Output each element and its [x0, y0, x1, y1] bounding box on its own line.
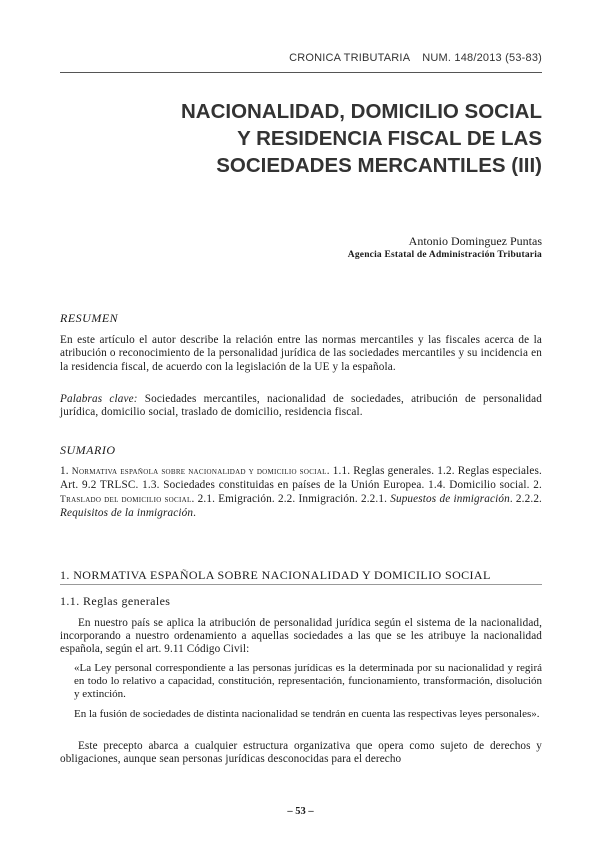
sumario-part: . 2.2.2. [509, 492, 543, 505]
sumario-part: . [193, 507, 197, 520]
sumario-part: 1. [60, 465, 72, 477]
journal-name: CRONICA TRIBUTARIA [289, 52, 411, 64]
sumario-part: . 1.1. Reglas generales. 1.2. Reglas especiales. Art. 9.2 TRLSC. 1.3. Sociedades constituidas en países de la Unión Europea. 1.4. Domicilio social. 2. [60, 465, 542, 492]
issue-number: NUM. 148/2013 (53-83) [422, 52, 542, 64]
sumario-smallcaps: Normativa española sobre nacionalidad y domicilio social [71, 467, 327, 477]
title-line: SOCIEDADES MERCANTILES (III) [216, 154, 542, 177]
author-affiliation: Agencia Estatal de Administración Tributaria [347, 250, 542, 260]
keywords-label: Palabras clave: [60, 393, 138, 405]
quote-paragraph: En la fusión de sociedades de distinta nacionalidad se tendrán en cuenta las respectivas leyes personales». [74, 708, 540, 720]
sumario-label: SUMARIO [60, 443, 116, 457]
page-number: – 53 – [287, 806, 314, 817]
keywords-list: Sociedades mercantiles, nacionalidad de sociedades, atribución de personalidad jurídica, domicilio social, traslado de domicilio, residencia fiscal. [60, 393, 542, 419]
section-heading: 1. NORMATIVA ESPAÑOLA SOBRE NACIONALIDAD Y DOMICILIO SOCIAL [60, 568, 491, 582]
quote-paragraph: «La Ley personal correspondiente a las personas jurídicas es la determinada por su nacionalidad y regirá en todo lo relativo a capacidad, constitución, representación, funcionamiento, transformación, disolución y extinción. [74, 662, 542, 701]
resumen-label: RESUMEN [60, 311, 119, 325]
article-title [60, 98, 542, 179]
sumario-smallcaps: Traslado del domicilio social [60, 494, 192, 505]
author-name: Antonio Dominguez Puntas [408, 234, 542, 248]
keywords [60, 393, 542, 420]
sumario-italic: Requisitos de la inmigración [60, 507, 194, 520]
title-line: Y RESIDENCIA FISCAL DE LAS [237, 127, 542, 150]
header-rule [60, 72, 542, 73]
title-line: NACIONALIDAD, DOMICILIO SOCIAL [180, 100, 542, 123]
section-rule [60, 584, 542, 585]
body-paragraph: Este precepto abarca a cualquier estructura organizativa que opera como sujeto de derechos y obligaciones, aunque sean personas jurídicas desconocidas para el derecho [60, 740, 542, 766]
body-paragraph: En nuestro país se aplica la atribución de personalidad jurídica según el sistema de la nacionalidad, incorporando a nuestro ordenamiento a aquellas sociedades a las que se les atribuye la nacionalidad española, según el art. 9.11 Código Civil: [60, 617, 542, 656]
sumario-italic: Supuestos de inmigración [390, 492, 510, 505]
resumen-text: En este artículo el autor describe la relación entre las normas mercantiles y las fiscales acerca de la atribución o reconocimiento de la personalidad jurídica de las sociedades mercantiles y su incidencia en la residencia fiscal, de acuerdo con la legislación de la UE y la española. [60, 334, 542, 373]
running-header [60, 52, 542, 64]
subsection-heading: 1.1. Reglas generales [60, 594, 171, 608]
sumario-part: . 2.1. Emigración. 2.2. Inmigración. 2.2.1. [191, 492, 391, 505]
sumario-text [60, 465, 542, 521]
